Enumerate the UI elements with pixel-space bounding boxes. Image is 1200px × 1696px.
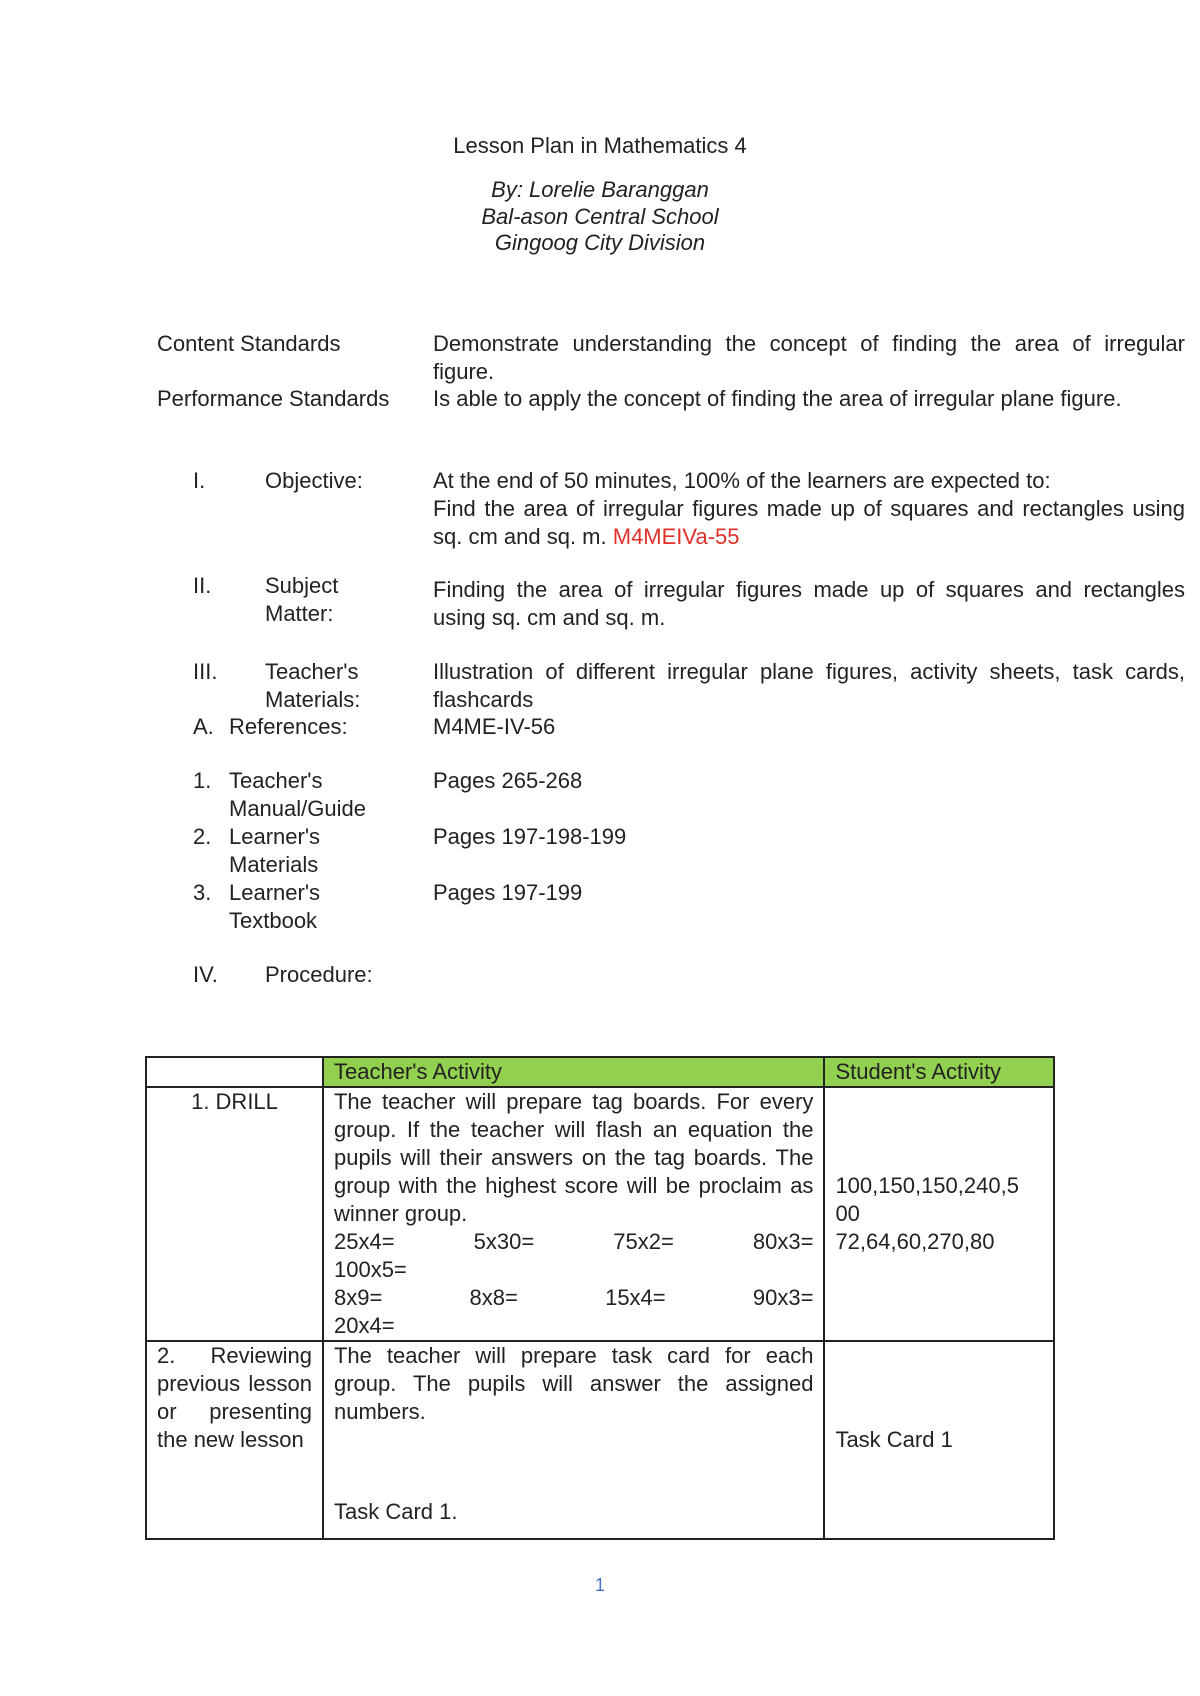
drill-answers-line-2: 00 <box>835 1201 860 1226</box>
reference-3-line2: Textbook <box>229 908 318 933</box>
document-title: Lesson Plan in Mathematics 4 <box>453 133 747 158</box>
equation: 5x30= <box>473 1229 535 1254</box>
objective-code: M4MEIVa-55 <box>612 524 740 549</box>
review-teacher-cell <box>323 1341 824 1539</box>
subject-text: Finding the area of irregular figures made up of squares and rectangles using sq. cm and sq. m. <box>433 577 1185 630</box>
drill-teacher-cell <box>323 1087 824 1341</box>
materials-numeral: III. <box>193 659 218 684</box>
equation: 80x3= <box>752 1229 814 1254</box>
objective-label: Objective: <box>265 468 363 493</box>
drill-student-cell <box>824 1087 1054 1341</box>
review-label: 2. Reviewing previous lesson or presenting the new lesson <box>146 1341 323 1539</box>
reference-2-line2: Materials <box>229 852 319 877</box>
reference-1-num: 1. <box>193 768 212 793</box>
reference-3-num: 3. <box>193 880 212 905</box>
table-row <box>146 1341 1054 1539</box>
division-line: Gingoog City Division <box>494 230 706 255</box>
equation: 90x3= <box>752 1285 814 1310</box>
subject-label-line2: Matter: <box>265 601 334 626</box>
page-number: 1 <box>594 1575 605 1595</box>
review-student-cell: Task Card 1 <box>824 1341 1054 1539</box>
reference-2-pages: Pages 197-198-199 <box>433 824 627 849</box>
objective-numeral: I. <box>193 468 206 493</box>
materials-text: Illustration of different irregular plane figures, activity sheets, task cards, flashcards <box>433 659 1185 712</box>
equation: 8x8= <box>469 1285 518 1310</box>
reference-2-num: 2. <box>193 824 212 849</box>
objective-statement: Find the area of irregular figures made up of squares and rectangles using sq. cm and sq. m. <box>433 496 1185 549</box>
objective-intro: At the end of 50 minutes, 100% of the learners are expected to: <box>433 468 1051 493</box>
reference-2-line1: Learner's <box>229 824 321 849</box>
procedure-label: Procedure: <box>265 962 373 987</box>
objective-text <box>433 495 1185 551</box>
procedure-numeral: IV. <box>193 962 218 987</box>
author-line: By: Lorelie Baranggan <box>491 177 709 202</box>
table-header-row <box>146 1057 1054 1087</box>
subject-label-line1: Subject <box>265 573 339 598</box>
reference-1-line2: Manual/Guide <box>229 796 366 821</box>
references-label: References: <box>229 714 348 739</box>
materials-label-line2: Materials: <box>265 687 361 712</box>
content-standards-label: Content Standards <box>157 331 341 356</box>
drill-equations-row-1 <box>334 1228 813 1256</box>
equation: 25x4= <box>333 1229 395 1254</box>
references-letter: A. <box>193 714 214 739</box>
review-task-card-label: Task Card 1. <box>333 1499 458 1524</box>
drill-answers-line-3: 72,64,60,270,80 <box>835 1229 995 1254</box>
reference-1-pages: Pages 265-268 <box>433 768 583 793</box>
header-students-activity: Student's Activity <box>824 1057 1054 1087</box>
table-row <box>146 1087 1054 1341</box>
references-code: M4ME-IV-56 <box>433 714 556 739</box>
drill-answers-line-1: 100,150,150,240,5 <box>835 1173 1019 1198</box>
header-teachers-activity: Teacher's Activity <box>323 1057 824 1087</box>
drill-label: 1. DRILL <box>146 1087 323 1341</box>
equation: 75x2= <box>613 1229 674 1254</box>
content-standards-text: Demonstrate understanding the concept of finding the area of irregular figure. <box>433 331 1185 384</box>
reference-3-pages: Pages 197-199 <box>433 880 583 905</box>
materials-label-line1: Teacher's <box>265 659 359 684</box>
subject-numeral: II. <box>193 573 212 598</box>
activity-table <box>145 1056 1055 1540</box>
equation: 20x4= <box>333 1313 395 1338</box>
reference-1-line1: Teacher's <box>229 768 323 793</box>
review-teacher-text: The teacher will prepare task card for each group. The pupils will answer the assigned numbers. <box>333 1343 814 1424</box>
equation: 15x4= <box>605 1285 666 1310</box>
drill-teacher-text: The teacher will prepare tag boards. For every group. If the teacher will flash an equation the pupils will their answers on the tag boards. The group with the highest score will be proclaim as winner group. <box>333 1089 814 1226</box>
performance-standards-text: Is able to apply the concept of finding the area of irregular plane figure. <box>433 386 1122 411</box>
header-blank-cell <box>146 1057 323 1087</box>
equation: 100x5= <box>333 1257 407 1282</box>
drill-equations-row-2 <box>334 1284 813 1312</box>
school-line: Bal-ason Central School <box>481 204 719 229</box>
reference-3-line1: Learner's <box>229 880 321 905</box>
equation: 8x9= <box>333 1285 383 1310</box>
performance-standards-label: Performance Standards <box>157 386 390 411</box>
